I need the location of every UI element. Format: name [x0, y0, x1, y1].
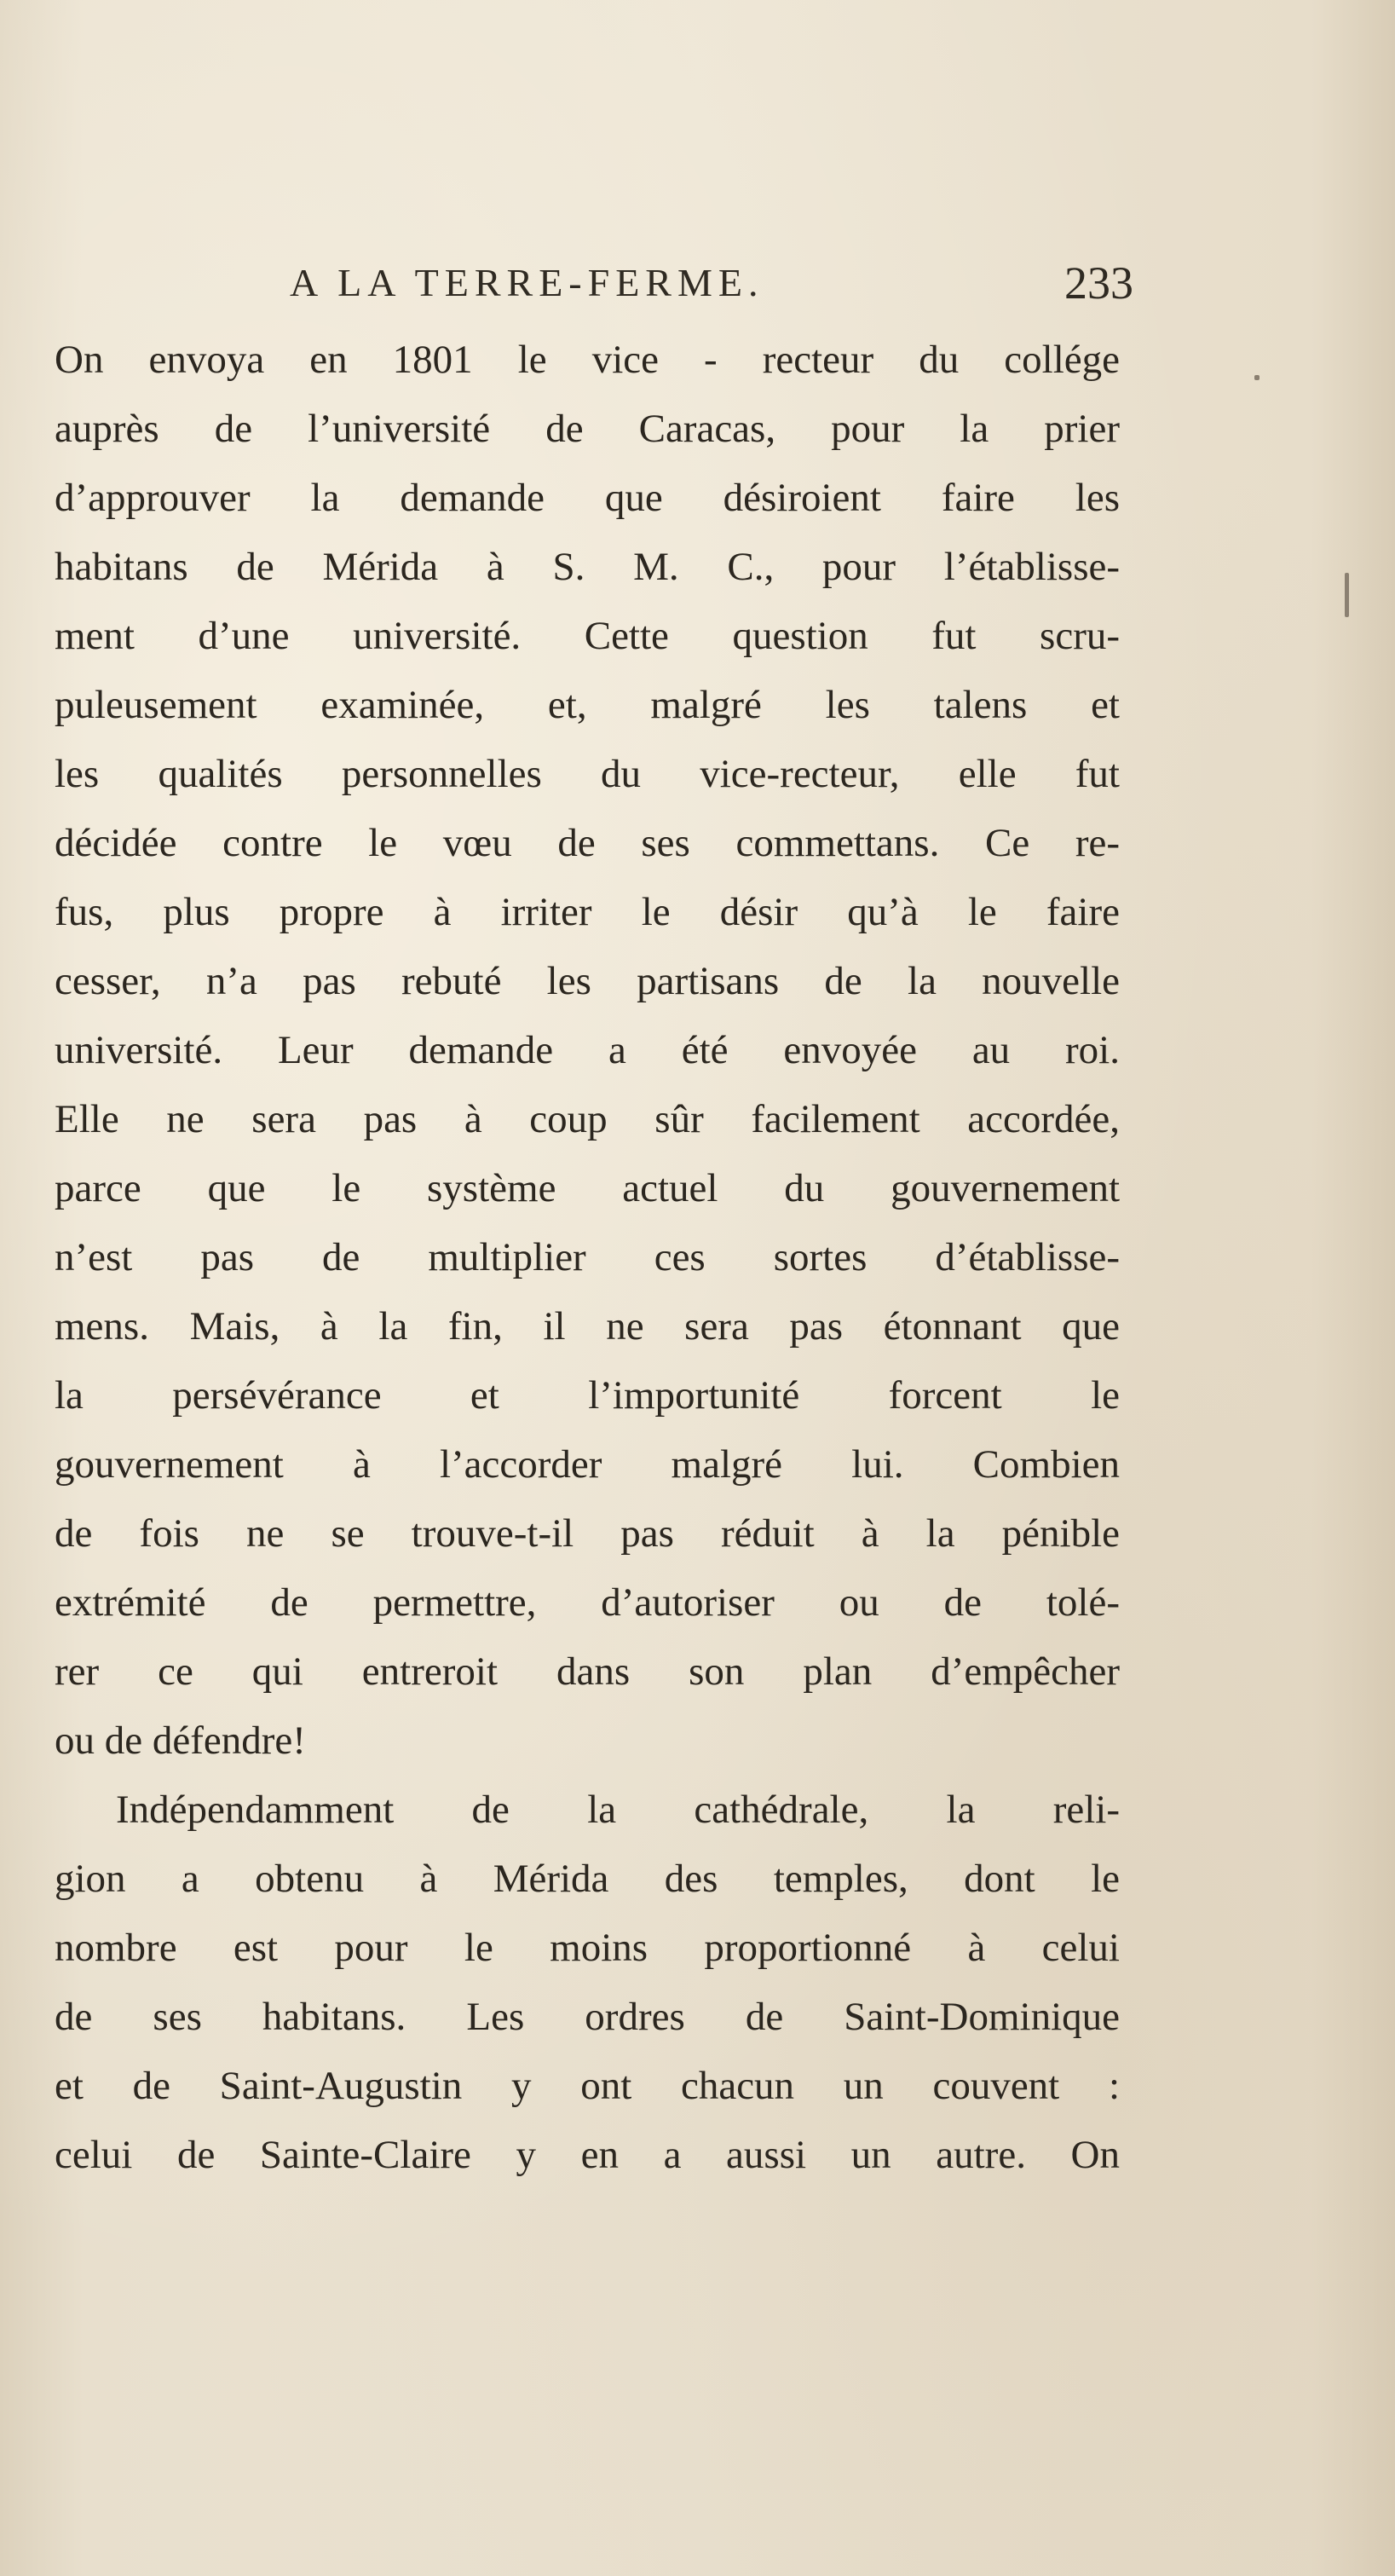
text-line: de fois ne se trouve-t-il pas réduit à la pénible — [55, 1511, 1120, 1556]
running-head-title: A LA TERRE-FERME. — [290, 261, 764, 304]
text-line: ou de défendre! — [55, 1718, 306, 1763]
text-line: cesser, n’a pas rebuté les partisans de la nouvelle — [55, 959, 1120, 1003]
text-line: ment d’une université. Cette question fut scru- — [55, 614, 1120, 658]
margin-ink-mark — [1254, 375, 1260, 380]
text-line: mens. Mais, à la fin, il ne sera pas étonnant que — [55, 1304, 1120, 1349]
paragraph-2 — [55, 1776, 1120, 2190]
text-line: parce que le système actuel du gouvernement — [55, 1166, 1120, 1210]
text-line: habitans de Mérida à S. M. C., pour l’établisse- — [55, 545, 1120, 589]
text-line: gouvernement à l’accorder malgré lui. Combien — [55, 1442, 1120, 1487]
text-line: la persévérance et l’importunité forcent le — [55, 1373, 1120, 1418]
body-text — [55, 326, 1120, 2190]
page-number: 233 — [1064, 257, 1133, 309]
text-line: fus, plus propre à irriter le désir qu’à le faire — [55, 890, 1120, 934]
text-line: d’approuver la demande que désiroient faire les — [55, 476, 1120, 520]
text-line: Elle ne sera pas à coup sûr facilement accordée, — [55, 1097, 1120, 1141]
text-line: décidée contre le vœu de ses commettans. Ce re- — [55, 821, 1120, 865]
running-head — [290, 257, 1133, 311]
margin-ink-mark — [1345, 573, 1349, 617]
text-line: rer ce qui entreroit dans son plan d’empêcher — [55, 1649, 1120, 1694]
text-line: les qualités personnelles du vice-recteur, elle fut — [55, 752, 1120, 796]
text-line: nombre est pour le moins proportionné à celui — [55, 1926, 1120, 1970]
text-line: extrémité de permettre, d’autoriser ou de tolé- — [55, 1580, 1120, 1625]
text-line: n’est pas de multiplier ces sortes d’établisse- — [55, 1235, 1120, 1279]
text-line: université. Leur demande a été envoyée au roi. — [55, 1028, 1120, 1072]
text-line: celui de Sainte-Claire y en a aussi un autre. On — [55, 2133, 1120, 2177]
text-line: gion a obtenu à Mérida des temples, dont le — [55, 1857, 1120, 1901]
text-line: et de Saint-Augustin y ont chacun un couvent : — [55, 2064, 1120, 2108]
text-line: Indépendamment de la cathédrale, la reli- — [116, 1788, 1120, 1832]
text-line: On envoya en 1801 le vice - recteur du collége — [55, 338, 1120, 382]
text-line: puleusement examinée, et, malgré les talens et — [55, 683, 1120, 727]
paragraph-1 — [55, 326, 1120, 1776]
text-line: auprès de l’université de Caracas, pour la prier — [55, 407, 1120, 451]
text-line: de ses habitans. Les ordres de Saint-Dominique — [55, 1995, 1120, 2039]
